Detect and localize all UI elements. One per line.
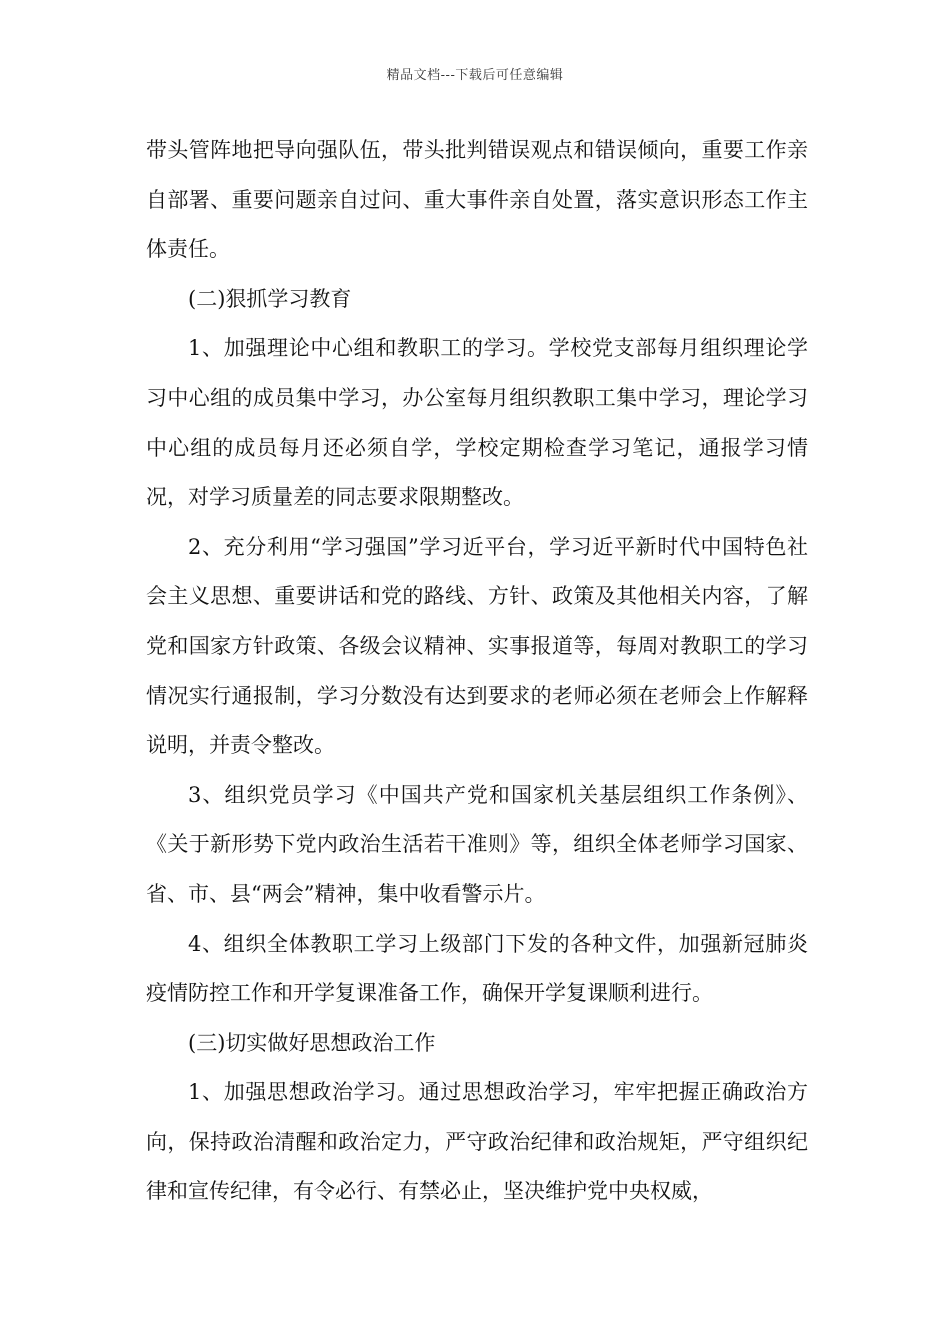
section-heading: (三)切实做好思想政治工作 — [188, 1030, 436, 1055]
paragraph: 1、加强理论中心组和教职工的学习。学校党支部每月组织理论学习中心组的成员集中学习，办公室每月组织教职工集中学习，理论学习中心组的成员每月还必须自学，学校定期检查学习笔记，通报学习情况，对学习质量差的同志要求限期整改。 — [146, 336, 808, 510]
page-header: 精品文档---下载后可任意编辑 — [386, 68, 564, 83]
paragraph: 4、组织全体教职工学习上级部门下发的各种文件，加强新冠肺炎疫情防控工作和开学复课准备工作，确保开学复课顺利进行。 — [146, 931, 808, 1006]
paragraph: 3、组织党员学习《中国共产党和国家机关基层组织工作条例》、《关于新形势下党内政治生活若干准则》等，组织全体老师学习国家、省、市、县“两会”精神，集中收看警示片。 — [146, 782, 808, 906]
paragraph: 2、充分利用“学习强国”学习近平台，学习近平新时代中国特色社会主义思想、重要讲话和党的路线、方针、政策及其他相关内容，了解党和国家方针政策、各级会议精神、实事报道等，每周对教职工的学习情况实行通报制，学习分数没有达到要求的老师必须在老师会上作解释说明，并责令整改。 — [146, 534, 808, 758]
paragraph: 1、加强思想政治学习。通过思想政治学习，牢牢把握正确政治方向，保持政治清醒和政治定力，严守政治纪律和政治规矩，严守组织纪律和宣传纪律，有令必行、有禁必止，坚决维护党中央权威， — [146, 1080, 808, 1204]
section-heading: (二)狠抓学习教育 — [188, 286, 352, 311]
document-body — [146, 126, 808, 1217]
paragraph: 带头管阵地把导向强队伍，带头批判错误观点和错误倾向，重要工作亲自部署、重要问题亲自过问、重大事件亲自处置，落实意识形态工作主体责任。 — [146, 138, 808, 262]
